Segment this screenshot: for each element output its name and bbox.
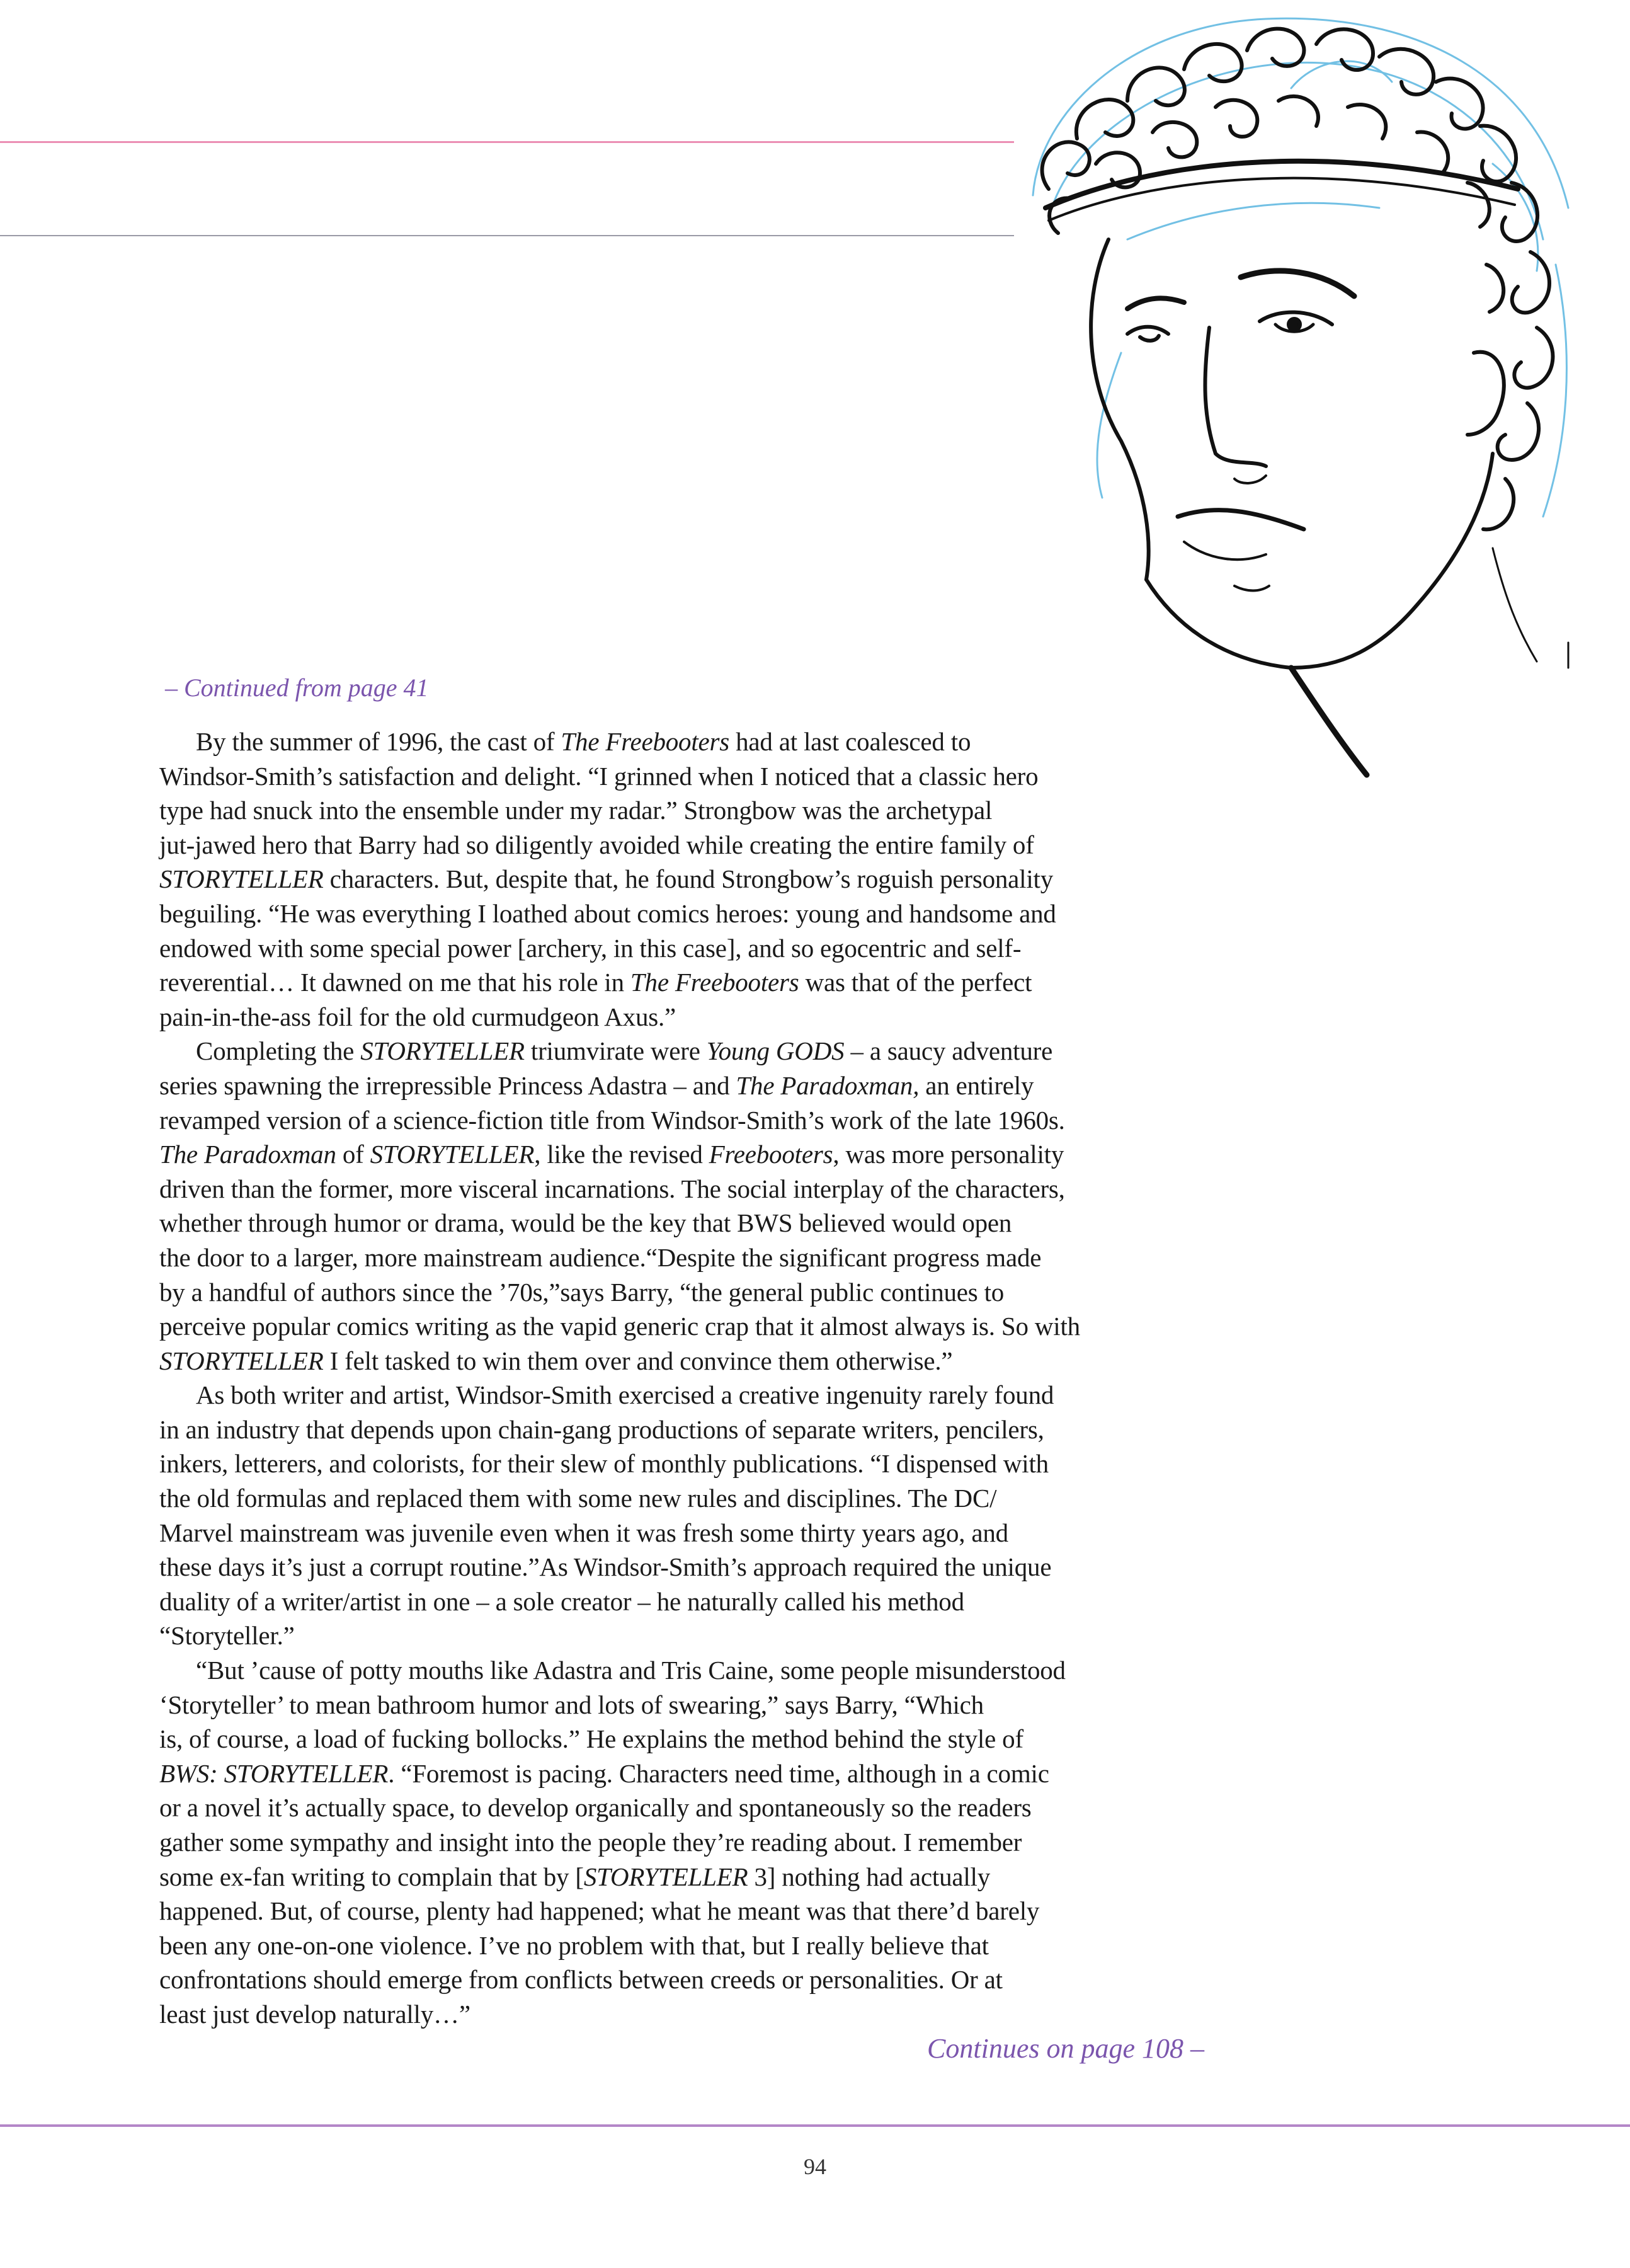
text-run: whether through humor or drama, would be the key that BWS believed would open bbox=[159, 1208, 1012, 1238]
text-run: the old formulas and replaced them with some new rules and disciplines. The DC/ bbox=[159, 1484, 997, 1513]
text-run: , was more personality bbox=[833, 1140, 1064, 1169]
paragraph-first-line bbox=[159, 1653, 1230, 1688]
italic-title: STORYTELLER bbox=[159, 864, 324, 894]
paragraph-line bbox=[159, 1516, 1230, 1550]
paragraph-line bbox=[159, 965, 1230, 1000]
paragraph-line bbox=[159, 1344, 1230, 1378]
text-run: or a novel it’s actually space, to develop organically and spontaneously so the readers bbox=[159, 1793, 1032, 1823]
text-run: , like the revised bbox=[534, 1140, 709, 1169]
text-run: 3] nothing had actually bbox=[748, 1862, 991, 1891]
paragraph-line bbox=[159, 1172, 1230, 1206]
italic-title: STORYTELLER bbox=[583, 1862, 748, 1891]
text-run: characters. But, despite that, he found Strongbow’s roguish personality bbox=[323, 864, 1054, 894]
text-run: pain-in-the-ass foil for the old curmudgeon Axus.” bbox=[159, 1002, 676, 1031]
paragraph-line bbox=[159, 1962, 1230, 1997]
text-run: in an industry that depends upon chain-gang productions of separate writers, pencilers, bbox=[159, 1414, 1044, 1444]
paragraph-line bbox=[159, 1997, 1230, 2032]
text-run: I felt tasked to win them over and convince them otherwise.” bbox=[323, 1346, 953, 1375]
text-run: “But ’cause of potty mouths like Adastra and Tris Caine, some people misunderstood bbox=[196, 1656, 1066, 1685]
continues-on-note: Continues on page 108 – bbox=[927, 2033, 1204, 2064]
text-run: an entirely bbox=[919, 1070, 1034, 1100]
paragraph-line bbox=[159, 1790, 1230, 1825]
text-run: of bbox=[336, 1140, 370, 1169]
footer-rule bbox=[0, 2124, 1630, 2127]
text-run: had at last coalesced to bbox=[729, 727, 971, 756]
text-run: the door to a larger, more mainstream audience.“Despite the significant progress made bbox=[159, 1242, 1042, 1272]
paragraph-line bbox=[159, 1068, 1230, 1103]
text-run: is, of course, a load of fucking bollocks.” He explains the method behind the style of bbox=[159, 1724, 1023, 1754]
text-run: perceive popular comics writing as the vapid generic crap that it almost always is. So with bbox=[159, 1312, 1080, 1341]
paragraph-line bbox=[159, 1688, 1230, 1722]
italic-title: The Paradoxman bbox=[159, 1140, 336, 1169]
paragraph-line bbox=[159, 1000, 1230, 1034]
paragraph-line bbox=[159, 1825, 1230, 1860]
paragraph-line bbox=[159, 1756, 1230, 1791]
paragraph-line bbox=[159, 1928, 1230, 1963]
paragraph-line bbox=[159, 896, 1230, 931]
italic-title: STORYTELLER bbox=[360, 1036, 525, 1066]
text-run: beguiling. “He was everything I loathed about comics heroes: young and handsome and bbox=[159, 898, 1056, 928]
paragraph-line bbox=[159, 1550, 1230, 1584]
text-run: – a saucy adventure bbox=[844, 1036, 1053, 1066]
text-run: confrontations should emerge from conflicts between creeds or personalities. Or at bbox=[159, 1965, 1003, 1995]
text-run: By the summer of 1996, the cast of bbox=[196, 727, 561, 756]
paragraph-line bbox=[159, 1412, 1230, 1447]
paragraph-line bbox=[159, 1103, 1230, 1138]
text-run: revamped version of a science-fiction title from Windsor-Smith’s work of the late 1960s. bbox=[159, 1105, 1065, 1135]
text-run: happened. But, of course, plenty had happened; what he meant was that there’d barely bbox=[159, 1896, 1040, 1926]
text-run: ‘Storyteller’ to mean bathroom humor and lots of swearing,” says Barry, “Which bbox=[159, 1690, 984, 1719]
italic-title: STORYTELLER bbox=[370, 1140, 535, 1169]
text-run: series spawning the irrepressible Princess Adastra – and bbox=[159, 1070, 736, 1100]
paragraph-line bbox=[159, 862, 1230, 896]
text-run: . “Foremost is pacing. Characters need time, although in a comic bbox=[388, 1758, 1049, 1788]
text-run: reverential… It dawned on me that his role in bbox=[159, 968, 630, 997]
italic-title: STORYTELLER bbox=[159, 1346, 324, 1375]
text-run: driven than the former, more visceral incarnations. The social interplay of the characters, bbox=[159, 1174, 1065, 1203]
hero-portrait-illustration bbox=[938, 0, 1630, 819]
paragraph-line bbox=[159, 793, 1230, 828]
text-run: by a handful of authors since the ’70s,”says Barry, “the general public continues to bbox=[159, 1277, 1005, 1307]
paragraph-line bbox=[159, 1722, 1230, 1756]
paragraph-line bbox=[159, 1137, 1230, 1172]
italic-title: Freebooters bbox=[709, 1140, 833, 1169]
paragraph-line bbox=[159, 1860, 1230, 1894]
paragraph-line bbox=[159, 1481, 1230, 1516]
paragraph-line bbox=[159, 828, 1230, 862]
page-number: 94 bbox=[804, 2154, 826, 2179]
italic-title: Young GODS bbox=[706, 1036, 845, 1066]
paragraph-first-line bbox=[159, 1378, 1230, 1412]
text-run: Windsor-Smith’s satisfaction and delight. “I grinned when I noticed that a classic hero bbox=[159, 761, 1039, 791]
italic-title: The Paradoxman, bbox=[736, 1070, 920, 1100]
italic-title: The Freebooters bbox=[630, 968, 799, 997]
text-run: duality of a writer/artist in one – a sole creator – he naturally called his method bbox=[159, 1586, 964, 1616]
text-run: gather some sympathy and insight into the people they’re reading about. I remember bbox=[159, 1828, 1022, 1857]
text-run: As both writer and artist, Windsor-Smith exercised a creative ingenuity rarely found bbox=[196, 1380, 1054, 1410]
text-run: type had snuck into the ensemble under my radar.” Strongbow was the archetypal bbox=[159, 796, 993, 825]
text-run: “Storyteller.” bbox=[159, 1621, 295, 1651]
text-run: Marvel mainstream was juvenile even when it was fresh some thirty years ago, and bbox=[159, 1518, 1008, 1547]
text-run: was that of the perfect bbox=[799, 968, 1032, 997]
text-run: endowed with some special power [archery, in this case], and so egocentric and self- bbox=[159, 933, 1022, 963]
paragraph-line bbox=[159, 931, 1230, 966]
continued-from-note: – Continued from page 41 bbox=[165, 673, 429, 702]
paragraph-first-line bbox=[159, 724, 1230, 759]
paragraph-line bbox=[159, 1446, 1230, 1481]
paragraph-line bbox=[159, 759, 1230, 794]
paragraph-line bbox=[159, 1618, 1230, 1653]
paragraph-line bbox=[159, 1894, 1230, 1928]
paragraph-line bbox=[159, 1206, 1230, 1240]
italic-title: The Freebooters bbox=[561, 727, 730, 756]
text-run: least just develop naturally…” bbox=[159, 1999, 470, 2029]
text-run: inkers, letterers, and colorists, for their slew of monthly publications. “I dispensed with bbox=[159, 1449, 1049, 1479]
paragraph-line bbox=[159, 1584, 1230, 1619]
text-run: Completing the bbox=[196, 1036, 361, 1066]
paragraph-first-line bbox=[159, 1034, 1230, 1068]
text-run: jut-jawed hero that Barry had so diligently avoided while creating the entire family of bbox=[159, 830, 1034, 859]
text-run: these days it’s just a corrupt routine.”As Windsor-Smith’s approach required the unique bbox=[159, 1552, 1052, 1582]
text-run: triumvirate were bbox=[524, 1036, 707, 1066]
paragraph-line bbox=[159, 1275, 1230, 1310]
text-run: been any one-on-one violence. I’ve no problem with that, but I really believe that bbox=[159, 1930, 989, 1960]
article-body bbox=[159, 724, 1230, 2032]
paragraph-line bbox=[159, 1240, 1230, 1275]
paragraph-line bbox=[159, 1309, 1230, 1344]
text-run: some ex-fan writing to complain that by [ bbox=[159, 1862, 584, 1891]
italic-title: BWS: STORYTELLER bbox=[159, 1758, 389, 1788]
